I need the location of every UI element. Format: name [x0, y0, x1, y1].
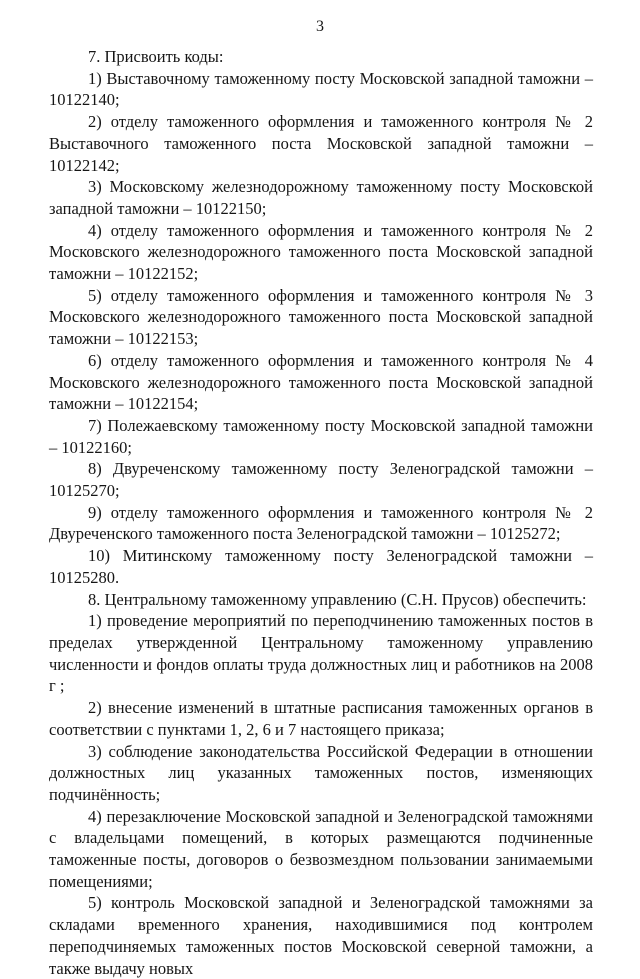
- paragraph: 9) отделу таможенного оформления и таможенного контроля № 2 Двуреченского таможенного поста Зеленоградской таможни – 10125272;: [49, 502, 593, 544]
- paragraph: 5) контроль Московской западной и Зеленоградской таможнями за складами временного хранения, находившимися под контролем переподчиняемых таможенных постов Московской северной таможни, а также выдачу новых: [49, 893, 593, 978]
- document-body: [49, 46, 593, 979]
- paragraph: 2) отделу таможенного оформления и таможенного контроля № 2 Выставочного таможенного поста Московской западной таможни – 10122142;: [49, 112, 593, 175]
- paragraph: 7) Полежаевскому таможенному посту Московской западной таможни – 10122160;: [49, 415, 593, 457]
- paragraph: 5) отделу таможенного оформления и таможенного контроля № 3 Московского железнодорожного таможенного поста Московской западной таможни – 10122153;: [49, 285, 593, 349]
- paragraph: 8. Центральному таможенному управлению (С.Н. Прусов) обеспечить:: [88, 589, 587, 609]
- paragraph: 6) отделу таможенного оформления и таможенного контроля № 4 Московского железнодорожного таможенного поста Московской западной таможни – 10122154;: [49, 350, 593, 414]
- paragraph: 1) проведение мероприятий по переподчинению таможенных постов в пределах утвержденной Центральному таможенному управлению численности и фондов оплаты труда должностных лиц и работников на 2008 г ;: [49, 611, 593, 696]
- paragraph: 2) внесение изменений в штатные расписания таможенных органов в соответствии с пунктами 1, 2, 6 и 7 настоящего приказа;: [49, 698, 593, 739]
- paragraph: 3) Московскому железнодорожному таможенному посту Московской западной таможни – 10122150;: [49, 177, 593, 218]
- paragraph: 1) Выставочному таможенному посту Московской западной таможни – 10122140;: [49, 68, 593, 110]
- paragraph: 4) отделу таможенного оформления и таможенного контроля № 2 Московского железнодорожного таможенного поста Московской западной таможни – 10122152;: [49, 220, 593, 284]
- paragraph: 3) соблюдение законодательства Российской Федерации в отношении должностных лиц указанных таможенных постов, изменяющих подчинённость;: [49, 741, 593, 804]
- paragraph: 4) перезаключение Московской западной и Зеленоградской таможнями с владельцами помещений, в которых размещаются подчиненные таможенные посты, договоров о безвозмездном пользовании занимаемыми помещениями;: [49, 806, 593, 891]
- paragraph: 10) Митинскому таможенному посту Зеленоградской таможни – 10125280.: [49, 546, 593, 587]
- paragraph: 7. Присвоить коды:: [88, 47, 224, 66]
- page-number: 3: [316, 18, 324, 35]
- paragraph: 8) Двуреченскому таможенному посту Зеленоградской таможни – 10125270;: [49, 459, 593, 501]
